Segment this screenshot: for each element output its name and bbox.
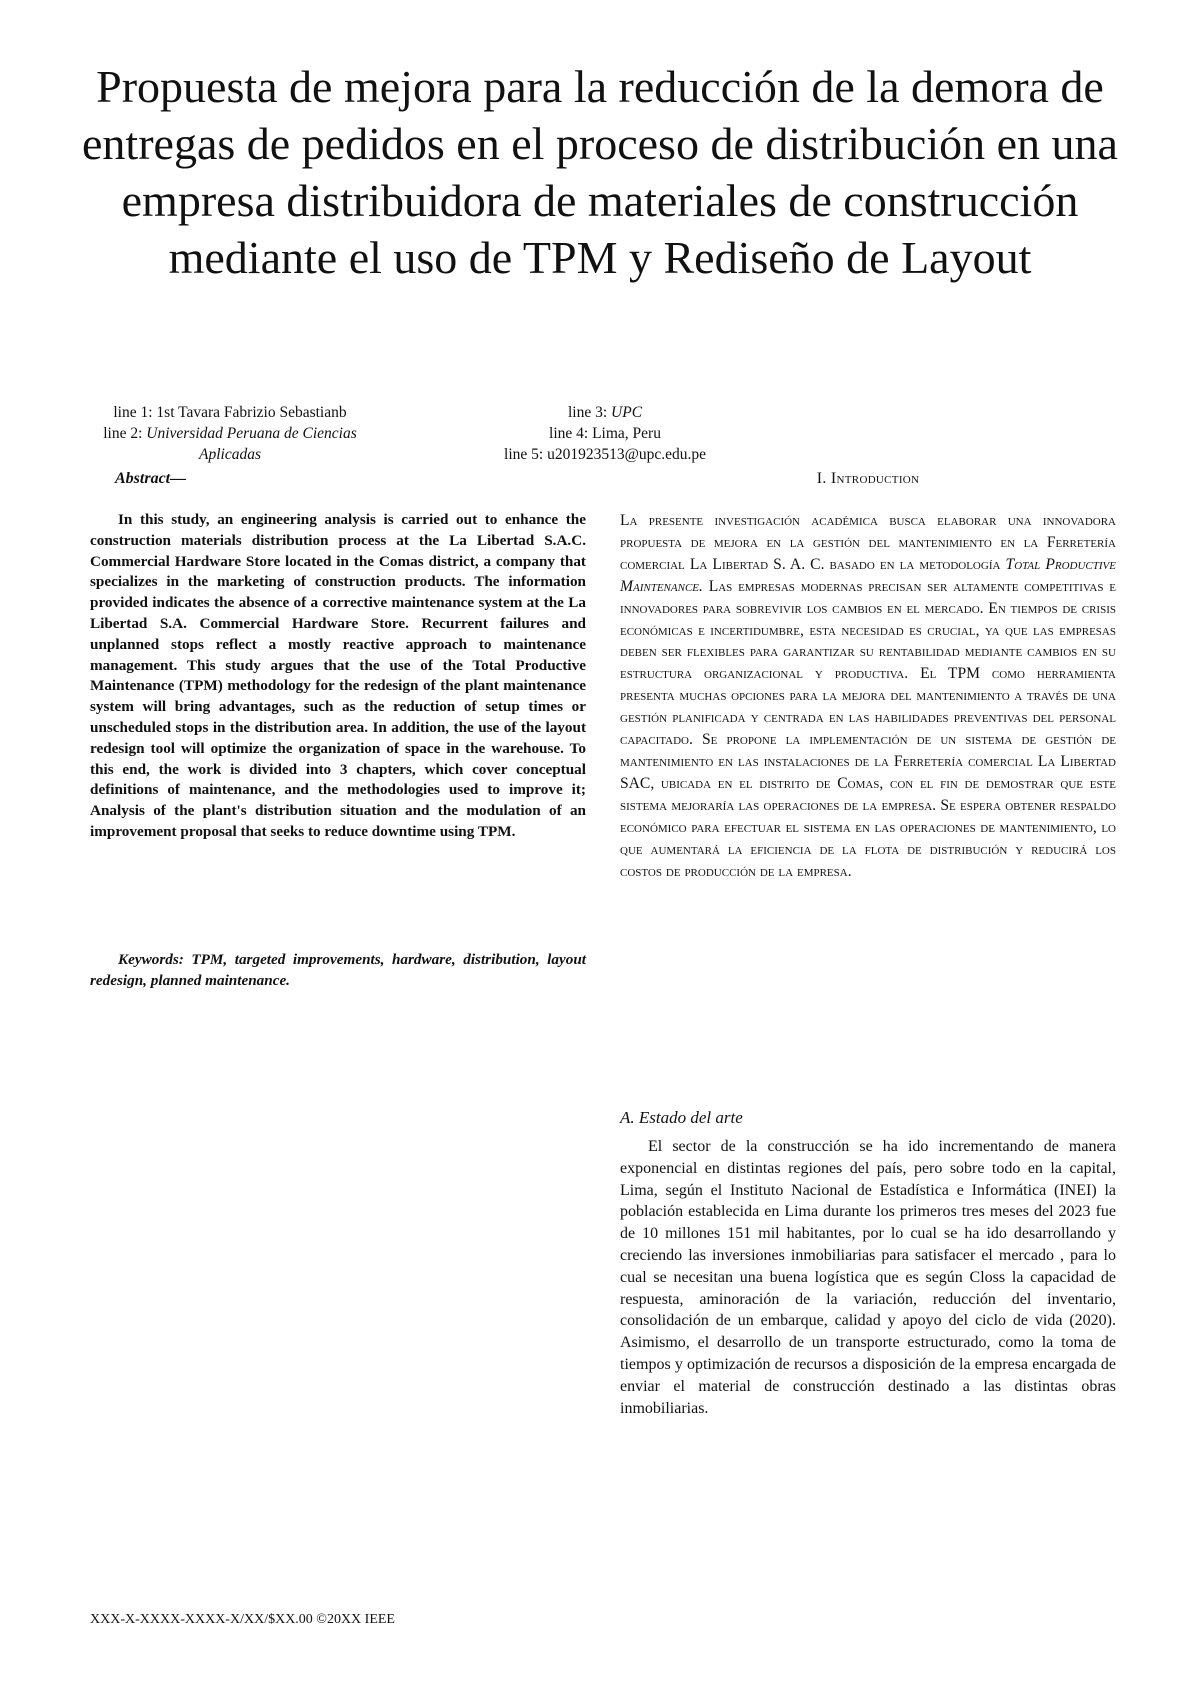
introduction-text — [620, 510, 1116, 882]
introduction-text-part-1: La presente investigación académica busca elaborar una innovadora propuesta de mejora en la gestión del mantenimiento en la Ferretería comercial La Libertad S. A. C. basado en la metodología — [620, 512, 1116, 573]
author-line-1: line 1: 1st Tavara Fabrizio Sebastianb — [113, 404, 347, 421]
author-line-2-label: line 2: — [103, 425, 147, 442]
section-heading-introduction: I. Introduction — [816, 470, 920, 487]
copyright-footer: XXX-X-XXXX-XXXX-X/XX/$XX.00 ©20XX IEEE — [90, 1612, 395, 1627]
author-block-left — [90, 402, 370, 465]
estado-del-arte-text: El sector de la construcción se ha ido incrementando de manera exponencial en distintas regiones del país, pero sobre todo en la capital, Lima, según el Instituto Nacional de Estadística e Informática (INEI) la población establecida en Lima durante los primeros tres meses del 2023 fue de 10 millones 151 mil habitantes, por lo cual se ha ido desarrollando y creciendo las inversiones inmobiliarias para satisfacer el mercado , para lo cual se necesitan una buena logística que es según Closs la capacidad de respuesta, aminoración de la variación, reducción del inventario, consolidación de un embarque, calidad y apoyo del ciclo de vida (2020). Asimismo, el desarrollo de un transporte estructurado, como la toma de tiempos y optimización de recursos a disposición de la empresa encargada de enviar el material de construcción destinado a las distintas obras inmobiliarias. — [620, 1138, 1116, 1417]
author-line-2 — [90, 423, 370, 465]
keywords: Keywords: TPM, targeted improvements, hardware, distribution, layout redesign, planned maintenance. — [90, 951, 586, 989]
introduction-text-part-2: Las empresas modernas precisan ser altamente competitivas e innovadores para sobrevivir los cambios en el mercado. En tiempos de crisis económicas e incertidumbre, esta necesidad es crucial, ya que las empresas deben ser flexibles para garantizar su rentabilidad mediante cambios en su estructura organizacional y productiva. El TPM como herramienta presenta muchas opciones para la mejora del mantenimiento a través de una gestión planificada y centrada en las habilidades preventivas del personal capacitado. Se propone la implementación de un sistema de gestión de mantenimiento en las instalaciones de la Ferretería comercial La Libertad SAC, ubicada en el distrito de Comas, con el fin de demostrar que este sistema mejoraría las operaciones de la empresa. Se espera obtener respaldo económico para efectuar el sistema en las operaciones de mantenimiento, lo que aumentará la eficiencia de la flota de distribución y reducirá los costos de producción de la empresa. — [620, 577, 1116, 880]
author-block-right — [440, 402, 770, 465]
author-line-3 — [440, 402, 770, 423]
abstract-heading: Abstract— — [115, 470, 187, 487]
subsection-heading-estado-del-arte: A. Estado del arte — [620, 1108, 743, 1127]
author-affiliation: Universidad Peruana de Ciencias Aplicadas — [146, 425, 357, 463]
author-line-3-label: line 3: — [567, 404, 612, 421]
author-organization: UPC — [611, 404, 643, 421]
author-line-5: line 5: u201923513@upc.edu.pe — [504, 446, 706, 463]
paper-title: Propuesta de mejora para la reducción de la demora de entregas de pedidos en el proceso de distribución en una empresa distribuidora de materiales de construcción mediante el uso de TPM y Rediseño de Layout — [82, 61, 1118, 283]
author-line-4: line 4: Lima, Peru — [549, 425, 661, 442]
abstract-text: In this study, an engineering analysis is carried out to enhance the construction materials distribution process at the La Libertad S.A.C. Commercial Hardware Store located in the Comas district, a company that specializes in the marketing of construction products. The information provided indicates the absence of a corrective maintenance system at the La Libertad S.A. Commercial Hardware Store. Recurrent failures and unplanned stops reflect a mostly reactive approach to maintenance management. This study argues that the use of the Total Productive Maintenance (TPM) methodology for the redesign of the plant maintenance system will bring advantages, such as the reduction of setup times or unscheduled stops in the distribution area. In addition, the use of the layout redesign tool will optimize the organization of space in the warehouse. To this end, the work is divided into 3 chapters, which cover conceptual definitions of maintenance, and the methodologies used to improve it; Analysis of the plant's distribution situation and the modulation of an improvement proposal that seeks to reduce downtime using TPM. — [90, 511, 586, 840]
introduction-text-italic: Total Productive Maintenance. — [620, 555, 1116, 595]
